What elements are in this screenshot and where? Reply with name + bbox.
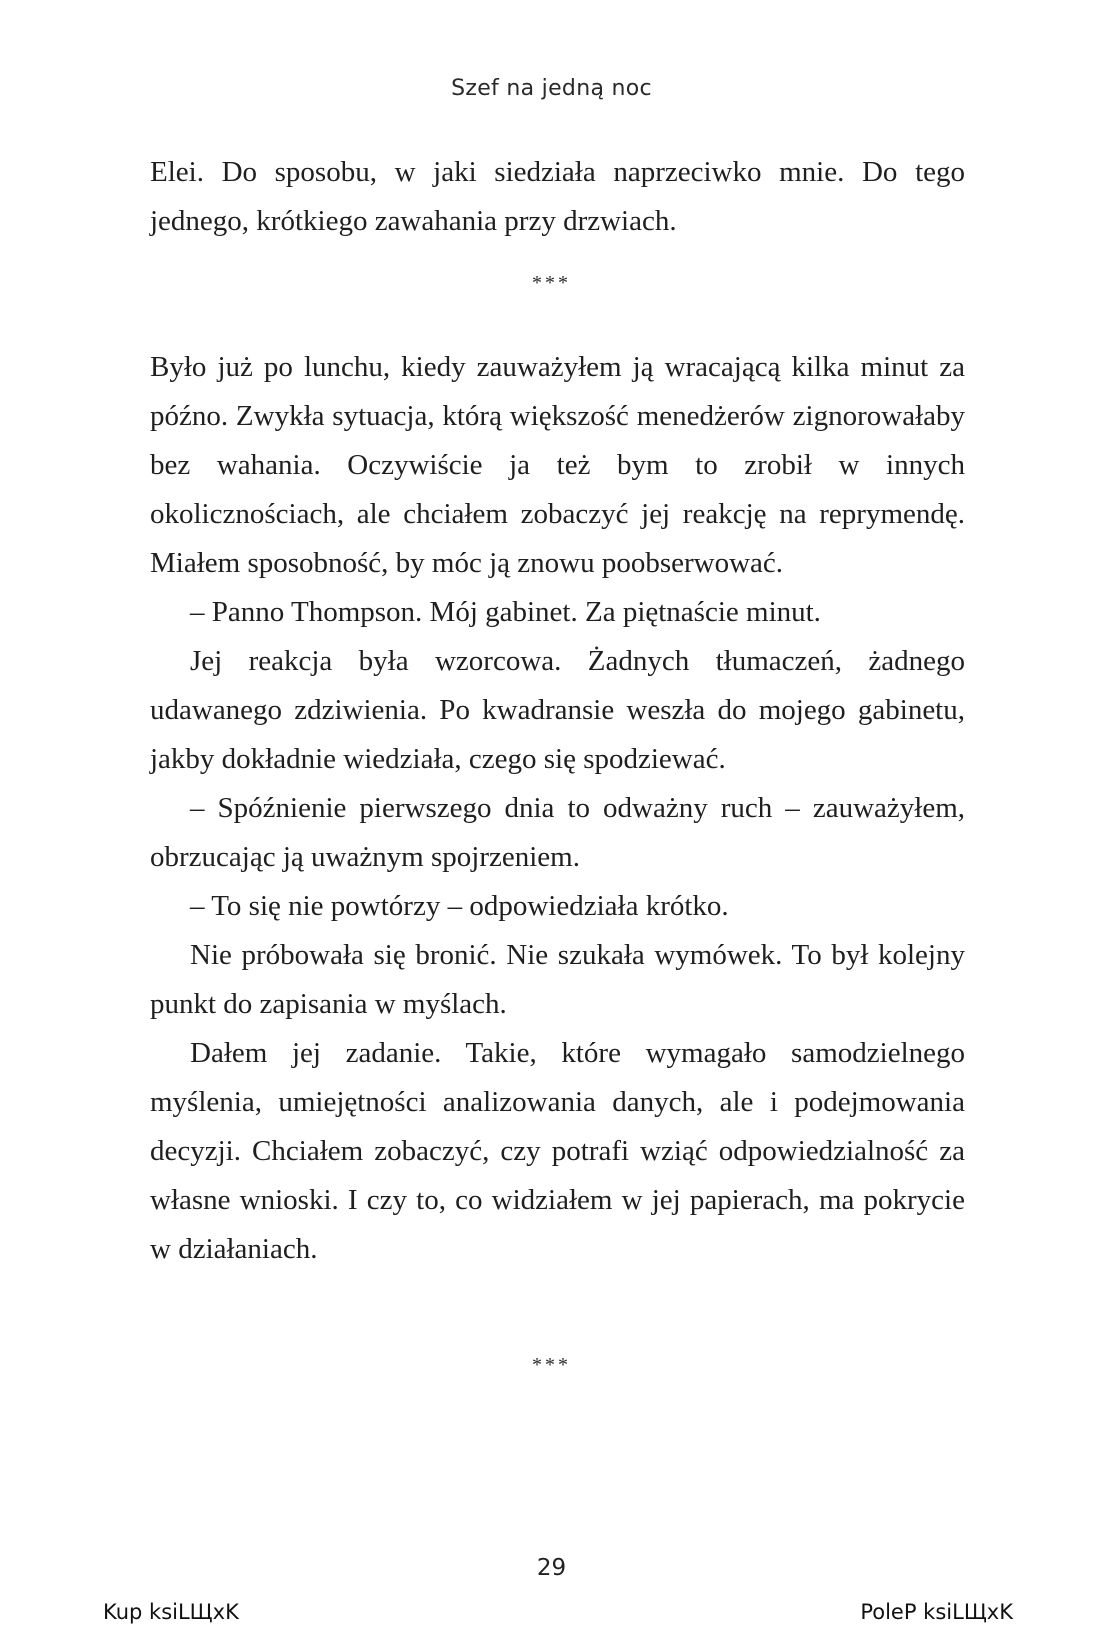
section-separator: ***: [532, 1354, 571, 1376]
running-header-title: Szef na jedną noc: [451, 76, 652, 101]
paragraph: Elei. Do sposobu, w jaki siedziała naprzeciwko mnie. Do tego jednego, krótkiego zawahania przy drzwiach.: [150, 156, 965, 237]
paragraph: Było już po lunchu, kiedy zauważyłem ją wracającą kilka minut za późno. Zwykła sytuacja, którą większość menedżerów zignorowałaby bez wahania. Oczywiście ja też bym to zrobił w innych okolicznościach, ale chciałem zobaczyć jej reakcję na reprymendę. Miałem sposobność, by móc ją znowu poobserwować.: [150, 351, 965, 579]
opening-text: [150, 148, 965, 246]
dialogue-paragraph: – Panno Thompson. Mój gabinet. Za piętnaście minut.: [190, 596, 821, 628]
paragraph: Dałem jej zadanie. Takie, które wymagało samodzielnego myślenia, umiejętności analizowania danych, ale i podejmowania decyzji. Chciałem zobaczyć, czy potrafi wziąć odpowiedzialność za własne wnioski. I czy to, co widziałem w jej papierach, ma pokrycie w działaniach.: [150, 1037, 965, 1265]
body-text: [150, 343, 965, 1274]
page-number: 29: [536, 1555, 567, 1581]
paragraph: Nie próbowała się bronić. Nie szukała wymówek. To był kolejny punkt do zapisania w myślach.: [150, 939, 965, 1020]
buy-book-link[interactable]: Kup ksiLЩxK: [103, 1600, 239, 1624]
section-separator: ***: [532, 272, 571, 294]
paragraph: Jej reakcja była wzorcowa. Żadnych tłumaczeń, żadnego udawanego zdziwienia. Po kwadransie weszła do mojego gabinetu, jakby dokładnie wiedziała, czego się spodziewać.: [150, 645, 965, 775]
recommend-book-link[interactable]: PoleP ksiLЩxK: [860, 1600, 1013, 1624]
dialogue-paragraph: – To się nie powtórzy – odpowiedziała krótko.: [190, 890, 729, 922]
dialogue-paragraph: – Spóźnienie pierwszego dnia to odważny ruch – zauważyłem, obrzucając ją uważnym spojrzeniem.: [150, 792, 965, 873]
